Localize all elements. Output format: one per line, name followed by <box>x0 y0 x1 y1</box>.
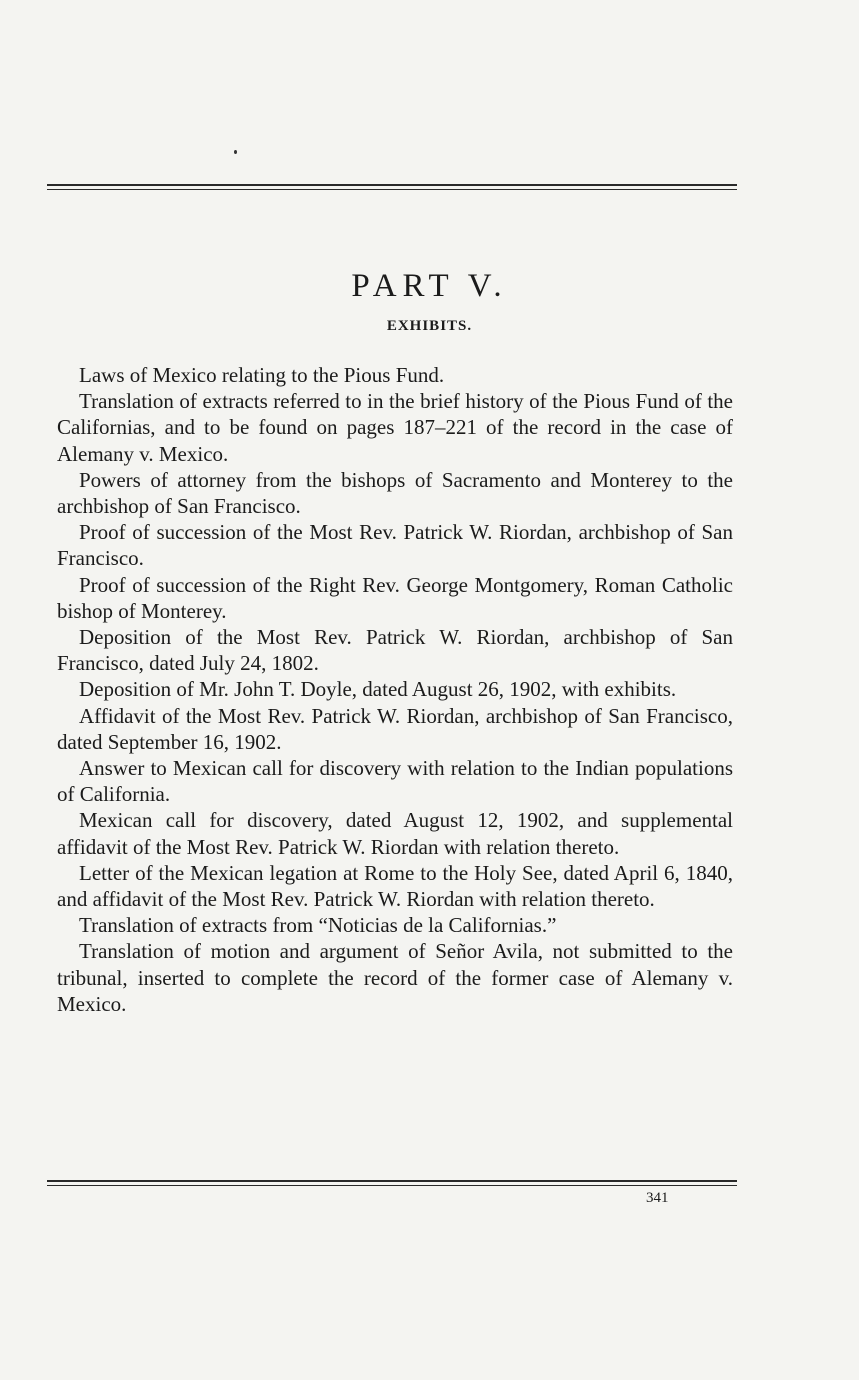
exhibit-entry: Deposition of Mr. John T. Doyle, dated August 26, 1902, with exhibits. <box>79 677 677 702</box>
exhibit-entry: Proof of succession of the Most Rev. Patrick W. Riordan, archbishop of San Francisco. <box>57 520 733 571</box>
exhibit-entry: Translation of extracts from “Noticias de la Californias.” <box>79 913 557 938</box>
bottom-rule <box>47 1180 737 1186</box>
exhibit-list <box>57 362 733 1017</box>
part-title: PART V. <box>351 268 508 304</box>
exhibit-entry: Mexican call for discovery, dated August 12, 1902, and supplemental affidavit of the Most Rev. Patrick W. Riordan with relation thereto. <box>57 808 733 859</box>
exhibit-entry: Answer to Mexican call for discovery with relation to the Indian populations of California. <box>57 756 733 807</box>
exhibit-entry: Deposition of the Most Rev. Patrick W. Riordan, archbishop of San Francisco, dated July 24, 1802. <box>57 625 733 676</box>
exhibit-entry: Proof of succession of the Right Rev. George Montgomery, Roman Catholic bishop of Monterey. <box>57 572 733 623</box>
exhibit-entry: Affidavit of the Most Rev. Patrick W. Riordan, archbishop of San Francisco, dated September 16, 1902. <box>57 703 733 754</box>
exhibit-entry: Translation of extracts referred to in the brief history of the Pious Fund of the Californias, and to be found on pages 187–221 of the record in the case of Alemany v. Mexico. <box>57 389 733 466</box>
exhibit-entry: Letter of the Mexican legation at Rome to the Holy See, dated April 6, 1840, and affidavit of the Most Rev. Patrick W. Riordan with relation thereto. <box>57 860 733 912</box>
exhibit-entry: Powers of attorney from the bishops of Sacramento and Monterey to the archbishop of San Francisco. <box>57 467 733 519</box>
page-number: 341 <box>646 1190 669 1206</box>
exhibit-entry: Translation of motion and argument of Señor Avila, not submitted to the tribunal, inserted to complete the record of the former case of Alemany v. Mexico. <box>57 939 733 1016</box>
top-rule <box>47 184 737 190</box>
ink-speck <box>234 150 237 154</box>
section-title: EXHIBITS. <box>386 318 473 334</box>
exhibit-entry: Laws of Mexico relating to the Pious Fund. <box>79 363 445 387</box>
